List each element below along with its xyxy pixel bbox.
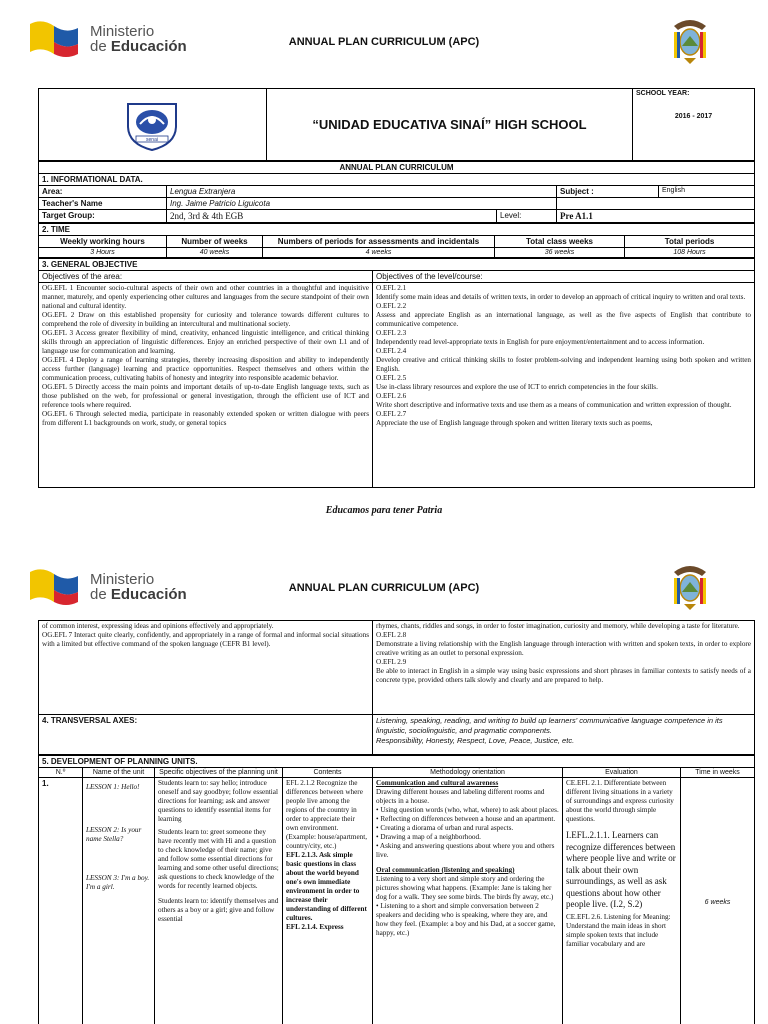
time-value: 36 weeks [495, 248, 625, 258]
unit-content: EFL 2.1.4. Express [286, 923, 344, 931]
area-objectives-cont-cell [39, 621, 373, 715]
unit-content: EFL 2.1.3. Ask simple basic questions in class about the world beyond one's own immediate environment in order to increase their understanding of different cultures. [286, 851, 367, 922]
school-year-label: SCHOOL YEAR: [636, 90, 690, 97]
planning-units-table [38, 755, 755, 1024]
unit-header: Evaluation [563, 768, 681, 778]
level-objective: Develop creative and critical thinking skills to foster problem-solving and independent learning using both spoken and written English. [376, 356, 751, 373]
unit-content: EFL 2.1.2 Recognize the differences between where people live among the regions of the country in order to appreciate their own environment. (Example: house/apartment, country/city, etc.) [286, 779, 368, 850]
unit-objectives-cell [155, 778, 283, 1024]
school-logo-cell [39, 89, 267, 161]
time-value: 3 Hours [39, 248, 167, 258]
target-group-label: Target Group: [39, 210, 167, 223]
methodology-cell [373, 778, 563, 1024]
unit-header: Time in weeks [681, 768, 755, 778]
school-logo-caption: senai [146, 137, 158, 143]
transversal-text-cell [373, 715, 755, 755]
time-header: Number of weeks [167, 236, 263, 248]
time-header: Weekly working hours [39, 236, 167, 248]
level-objective: O.EFL 2.3 [376, 329, 407, 337]
school-shield-logo [122, 96, 182, 152]
time-header: Numbers of periods for assessments and incidentals [263, 236, 495, 248]
transversal-text: Listening, speaking, reading, and writing to build up learners' communicative language competence in its linguistic, sociolinguistic, and pragmatic components. [376, 716, 723, 735]
evaluation-cell [563, 778, 681, 1024]
level-objective: Demonstrate a living relationship with the English language through interaction with written and spoken texts, in order to explore creative writing as an outlet to personal expression. [376, 640, 751, 657]
level-objective: O.EFL 2.5 [376, 374, 407, 382]
apc-subtitle: ANNUAL PLAN CURRICULUM [39, 162, 755, 174]
level-objective: O.EFL 2.4 [376, 347, 407, 355]
lesson-name: LESSON 1: Hello! [86, 783, 140, 791]
level-objective: Appreciate the use of English language through spoken and written literary texts such as poems, [376, 419, 653, 427]
area-objective: OG.EFL 6 Through selected media, participate in reasonably extended spoken or written dialogue with peers from different L1 backgrounds on work, study, or general topics [42, 410, 369, 427]
page-title: ANNUAL PLAN CURRICULUM (APC) [288, 582, 480, 594]
time-header: Total periods [625, 236, 755, 248]
page-title: ANNUAL PLAN CURRICULUM (APC) [288, 36, 480, 48]
level-objective: O.EFL 2.7 [376, 410, 407, 418]
area-objectives-cell [39, 283, 373, 488]
ministry-wordmark: Ministerio de Educación [90, 571, 187, 603]
school-year-cell [633, 89, 755, 161]
time-table [38, 223, 755, 258]
transversal-label: 4. TRANSVERSAL AXES: [39, 715, 373, 755]
page1-header [0, 0, 768, 70]
level-objective: Be able to interact in English in a simple way using basic expressions and short phrases in familiar contexts to satisfy needs of a concrete type, provided others talk slowly and clearly and are prepared to help. [376, 667, 751, 684]
methodology-item: • Using question words (who, what, where) to ask about places. [376, 806, 559, 814]
ecuador-coat-of-arms-icon [670, 14, 710, 66]
evaluation-indicator: I.EFL.2.1.1. Learners can recognize differences between where people live and write or talk about their own surroundings, as well as ask questions about how other people live. (I.2, S.2) [566, 830, 676, 909]
time-value: 108 Hours [625, 248, 755, 258]
objectives-table [38, 258, 755, 488]
level-objective: Write short descriptive and informative texts and use them as a means of communication and written expression of thought. [376, 401, 732, 409]
objectives-continued-table [38, 620, 755, 755]
area-value: Lengua Extranjera [167, 186, 557, 198]
school-year-value: 2016 - 2017 [674, 113, 713, 120]
lesson-name: LESSON 2: Is your name Stella? [86, 826, 142, 843]
unit-lessons-cell [83, 778, 155, 1024]
ecuador-coat-of-arms-icon [670, 560, 710, 612]
unit-header: Contents [283, 768, 373, 778]
unit-header: Methodology orientation [373, 768, 563, 778]
methodology-item: • Asking and answering questions about where you and others live. [376, 842, 555, 859]
unit-header: Specific objectives of the planning unit [155, 768, 283, 778]
unit-objective: Students learn to: identify themselves and others as a boy or a girl; give and follow essential [158, 897, 279, 923]
level-objective: O.EFL 2.1 [376, 284, 407, 292]
transversal-text: Responsibility, Honesty, Respect, Love, Peace, Justice, etc. [376, 736, 575, 745]
methodology-item: Listening to a very short and simple story and ordering the pictures showing what happens. (Example: Jane is taking her dog for a walk. They see some birds. The birds fly away, etc.) [376, 875, 554, 901]
unit-contents-cell [283, 778, 373, 1024]
methodology-item: • Listening to a short and simple conversation between 2 speakers and deciding who is speaking, where they are, and how they feel. (Example: a boy and his Dad, at a soccer game, happy, etc.) [376, 902, 556, 937]
area-objective: OG.EFL 7 Interact quite clearly, confidently, and appropriately in a range of formal and informal social situations with a limited but effective command of the spoken language (CEFR B1 level). [42, 631, 369, 648]
area-objective: OG.EFL 3 Access greater flexibility of mind, creativity, enhanced linguistic intelligence, and critical thinking skills through an appreciation of linguistic differences. Enjoy an enriched perspective of their own L1 and of language use for communication and learning. [42, 329, 369, 355]
methodology-item: • Drawing a map of a neighborhood. [376, 833, 481, 841]
level-objectives-label: Objectives of the level/course: [373, 271, 755, 283]
school-name: “UNIDAD EDUCATIVA SINAÍ” HIGH SCHOOL [267, 89, 633, 161]
unit-objective: Students learn to: greet someone they have recently met with Hi and a question to check knowledge of their name; give and follow some essential directions for learning and some other useful directions; ask questions to check knowledge of the words for recently learned objects. [158, 828, 279, 890]
unit-header: Name of the unit [83, 768, 155, 778]
target-group-value: 2nd, 3rd & 4th EGB [167, 210, 497, 223]
level-objective: Identify some main ideas and details of written texts, in order to develop an approach of critical inquiry to written and oral texts. [376, 293, 746, 301]
page2-form [38, 620, 754, 1024]
level-objective: rhymes, chants, riddles and songs, in order to foster imagination, curiosity and memory, while developing a taste for literature. [376, 622, 740, 630]
area-objective: OG.EFL 4 Deploy a range of learning strategies, thereby increasing disposition and ability to independently access further (language) learning and practice opportunities. Respect themselves and others within the communication process, cultivating habits of honesty and integrity into responsible academic behavior. [42, 356, 369, 382]
methodology-item: • Reflecting on differences between a house and an apartment. [376, 815, 556, 823]
teacher-label: Teacher's Name [39, 198, 167, 210]
area-objectives-label: Objectives of the area: [39, 271, 373, 283]
area-objective: OG.EFL 2 Draw on this established propensity for curiosity and tolerance towards different cultures to comprehend the role of diversity in building an intercultural and multinational society. [42, 311, 369, 328]
level-objectives-cell [373, 283, 755, 488]
unit-header: N.º [39, 768, 83, 778]
level-objective: O.EFL 2.2 [376, 302, 407, 310]
time-value: 40 weeks [167, 248, 263, 258]
subject-label: Subject : [557, 186, 659, 198]
page1-form [38, 88, 754, 488]
evaluation-criterion: CE.EFL 2.1. Differentiate between different living situations in a variety of surroundings and express curiosity about the world through simple questions. [566, 779, 674, 823]
area-objective: OG.EFL 1 Encounter socio-cultural aspects of their own and other countries in a thoughtful and inquisitive manner, maturely, and openly experiencing other cultures and languages from the secure standpoint of their own national and cultural identity. [42, 284, 369, 310]
level-label: Level: [497, 210, 557, 223]
informational-table [38, 161, 755, 223]
unit-time: 6 weeks [681, 778, 755, 1024]
footer-slogan: Educamos para tener Patria [325, 505, 443, 516]
methodology-item: Drawing different houses and labeling different rooms and objects in a house. [376, 788, 545, 805]
methodology-heading: Oral communication (listening and speaking) [376, 866, 515, 874]
ministry-wordmark: Ministerio de Educación [90, 23, 187, 55]
evaluation-criterion: CE.EFL 2.6. Listening for Meaning: Understand the main ideas in short simple spoken texts that include familiar vocabulary and are [566, 912, 671, 948]
unit-number: 1. [39, 778, 83, 1024]
methodology-heading: Communication and cultural awareness [376, 779, 499, 787]
level-value: Pre A1.1 [557, 210, 755, 223]
level-objective: Independently read level-appropriate texts in English for pure enjoyment/entertainment and to access information. [376, 338, 705, 346]
level-objective: O.EFL 2.6 [376, 392, 407, 400]
level-objective: O.EFL 2.8 [376, 631, 407, 639]
lesson-name: LESSON 3: I'm a boy. I'm a girl. [86, 874, 150, 891]
level-objective: O.EFL 2.9 [376, 658, 407, 666]
area-objective: OG.EFL 5 Directly access the main points and important details of up-to-date English language texts, such as those published on the web, for professional or general investigation, through the efficient use of ICT and reference tools where required. [42, 383, 369, 409]
area-label: Area: [39, 186, 167, 198]
level-objectives-cont-cell [373, 621, 755, 715]
level-objective: Assess and appreciate English as an international language, as well as the five aspects of English that contribute to communicative competence. [376, 311, 751, 328]
teacher-value: Ing. Jaime Patricio Liguicota [167, 198, 557, 210]
school-header-table [38, 88, 755, 161]
section1-title: 1. INFORMATIONAL DATA. [39, 174, 755, 186]
unit-objective: Students learn to: say hello; introduce oneself and say goodbye; follow essential directions for learning; ask and answer questions to identify essential items for learning [158, 779, 278, 823]
area-objective: of common interest, expressing ideas and opinions effectively and appropriately. [42, 622, 274, 630]
section2-title: 2. TIME [39, 224, 755, 236]
section5-title: 5. DEVELOPMENT OF PLANNING UNITS. [39, 756, 755, 768]
subject-value: English [659, 186, 755, 198]
methodology-item: • Creating a diorama of urban and rural aspects. [376, 824, 514, 832]
time-header: Total class weeks [495, 236, 625, 248]
time-value: 4 weeks [263, 248, 495, 258]
page2-header [0, 548, 768, 618]
section3-title: 3. GENERAL OBJECTIVE [39, 259, 755, 271]
level-objective: Use in-class library resources and explore the use of ICT to enrich competencies in the four skills. [376, 383, 658, 391]
